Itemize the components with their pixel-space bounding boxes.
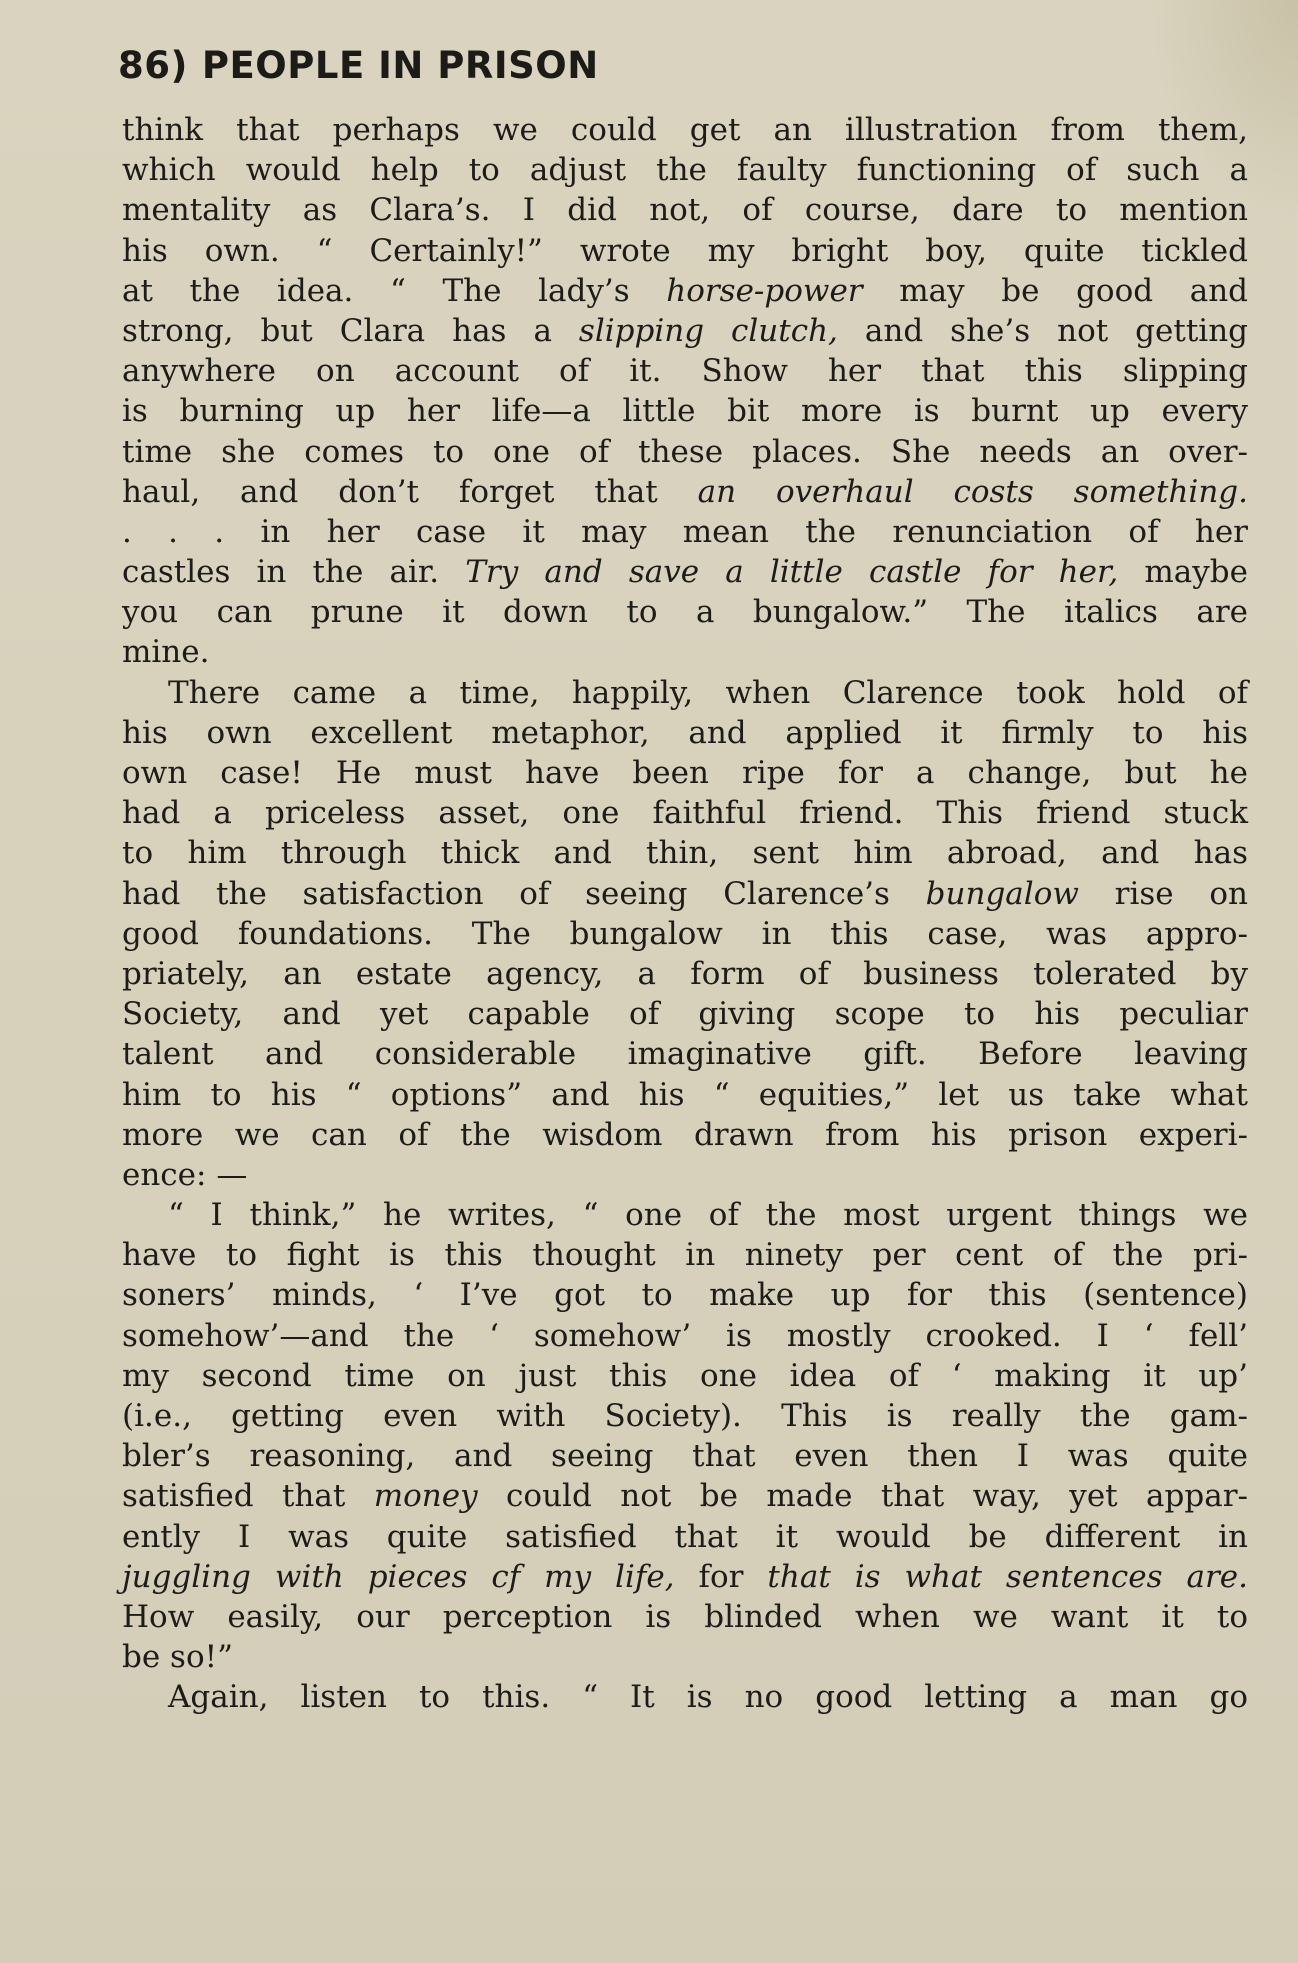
text-segment: his own. “ Certainly!” wrote my bright boy, quite tickled: [122, 232, 1248, 269]
text-line: [122, 110, 1248, 150]
text-line: [122, 1597, 1248, 1637]
text-line: [122, 150, 1248, 190]
text-segment: somehow’—and the ‘ somehow’ is mostly crooked. I ‘ fell’: [122, 1317, 1248, 1354]
text-line: [122, 1677, 1248, 1717]
text-segment: had a priceless asset, one faithful friend. This friend stuck: [122, 795, 1248, 832]
text-line: [122, 914, 1248, 954]
text-segment: you can prune it down to a bungalow.” The italics are: [122, 594, 1248, 631]
text-segment: good foundations. The bungalow in this case, was appro-: [122, 915, 1248, 952]
text-line: [122, 1476, 1248, 1516]
italic-text: horse-power: [666, 272, 863, 309]
text-line: [122, 753, 1248, 793]
text-line: [122, 1275, 1248, 1315]
text-segment: could not be made that way, yet appar-: [477, 1478, 1248, 1515]
text-segment: to him through thick and thin, sent him abroad, and has: [122, 835, 1248, 872]
text-line: [122, 994, 1248, 1034]
text-line: [122, 1075, 1248, 1115]
text-line: [122, 231, 1248, 271]
text-line: [122, 1557, 1248, 1597]
body-text: [122, 110, 1248, 1718]
text-line: [122, 1517, 1248, 1557]
italic-text: juggling with pieces cf my life,: [122, 1558, 675, 1595]
text-line: [122, 512, 1248, 552]
text-segment: castles in the air.: [122, 554, 466, 591]
text-line: [122, 833, 1248, 873]
text-line: [122, 1316, 1248, 1356]
text-line: [122, 1195, 1248, 1235]
text-segment: mentality as Clara’s. I did not, of course, dare to mention: [122, 192, 1248, 229]
text-segment: rise on: [1078, 875, 1248, 912]
text-line: [122, 271, 1248, 311]
text-segment: at the idea. “ The lady’s: [122, 272, 667, 309]
text-segment: “ I think,” he writes, “ one of the most urgent things we: [168, 1197, 1248, 1234]
text-line: [122, 793, 1248, 833]
page-number: 86): [118, 44, 188, 87]
text-line: [122, 1155, 1248, 1195]
italic-text: bungalow: [925, 875, 1079, 912]
text-segment: How easily, our perception is blinded when we want it to: [122, 1598, 1248, 1635]
text-segment: haul, and don’t forget that: [122, 473, 698, 510]
text-line: [122, 592, 1248, 632]
running-title: PEOPLE IN PRISON: [201, 44, 599, 87]
text-line: [122, 432, 1248, 472]
text-segment: him to his “ options” and his “ equities,” let us take what: [122, 1076, 1248, 1113]
text-segment: his own excellent metaphor, and applied it firmly to his: [122, 714, 1248, 751]
text-line: [122, 311, 1248, 351]
text-segment: bler’s reasoning, and seeing that even then I was quite: [122, 1438, 1248, 1475]
text-line: [122, 1235, 1248, 1275]
text-segment: have to fight is this thought in ninety per cent of the pri-: [122, 1237, 1248, 1274]
text-segment: and she’s not getting: [837, 312, 1249, 349]
text-segment: may be good and: [862, 272, 1248, 309]
text-segment: is burning up her life—a little bit more is burnt up every: [122, 393, 1248, 430]
text-line: [122, 190, 1248, 230]
text-segment: ence: —: [122, 1156, 248, 1193]
text-segment: strong, but Clara has a: [122, 312, 579, 349]
text-segment: had the satisfaction of seeing Clarence’s: [122, 875, 926, 912]
text-line: [122, 391, 1248, 431]
text-segment: mine.: [122, 634, 210, 671]
text-segment: maybe: [1118, 554, 1248, 591]
text-segment: think that perhaps we could get an illustration from them,: [122, 112, 1248, 148]
text-line: [122, 351, 1248, 391]
italic-text: Try and save a little castle for her,: [465, 554, 1119, 591]
text-segment: There came a time, happily, when Clarence took hold of: [168, 674, 1248, 711]
text-segment: own case! He must have been ripe for a change, but he: [122, 755, 1248, 791]
text-line: [122, 1115, 1248, 1155]
text-line: [122, 1436, 1248, 1476]
text-segment: Society, and yet capable of giving scope to his peculiar: [122, 996, 1248, 1033]
text-segment: for: [674, 1558, 768, 1595]
text-line: [122, 472, 1248, 512]
text-line: [122, 874, 1248, 914]
text-line: [122, 552, 1248, 592]
text-segment: Again, listen to this. “ It is no good letting a man go: [168, 1679, 1248, 1716]
text-segment: more we can of the wisdom drawn from his prison experi-: [122, 1116, 1248, 1153]
text-line: [122, 954, 1248, 994]
text-line: [122, 632, 1248, 672]
text-segment: ently I was quite satisfied that it would be different in: [122, 1518, 1248, 1555]
text-segment: . . . in her case it may mean the renunciation of her: [122, 513, 1248, 550]
text-segment: (i.e., getting even with Society). This is really the gam-: [122, 1398, 1248, 1434]
text-segment: satisfied that: [122, 1478, 374, 1515]
text-line: [122, 673, 1248, 713]
italic-text: slipping clutch,: [578, 312, 838, 349]
text-segment: soners’ minds, ‘ I’ve got to make up for this (sentence): [122, 1277, 1248, 1314]
text-line: [122, 1396, 1248, 1436]
text-segment: be so!”: [122, 1639, 233, 1676]
text-line: [122, 1034, 1248, 1074]
text-segment: time she comes to one of these places. She needs an over-: [122, 433, 1248, 470]
italic-text: money: [373, 1478, 478, 1515]
italic-text: that is what sentences are.: [767, 1558, 1248, 1595]
text-segment: my second time on just this one idea of ‘ making it up’: [122, 1357, 1248, 1394]
text-line: [122, 713, 1248, 753]
text-segment: talent and considerable imaginative gift. Before leaving: [122, 1036, 1248, 1073]
text-line: [122, 1356, 1248, 1396]
text-segment: anywhere on account of it. Show her that this slipping: [122, 353, 1248, 390]
running-header: [118, 44, 599, 87]
text-segment: priately, an estate agency, a form of business tolerated by: [122, 955, 1248, 992]
text-line: [122, 1637, 1248, 1677]
text-segment: which would help to adjust the faulty functioning of such a: [122, 152, 1248, 189]
italic-text: an overhaul costs something.: [697, 473, 1248, 510]
